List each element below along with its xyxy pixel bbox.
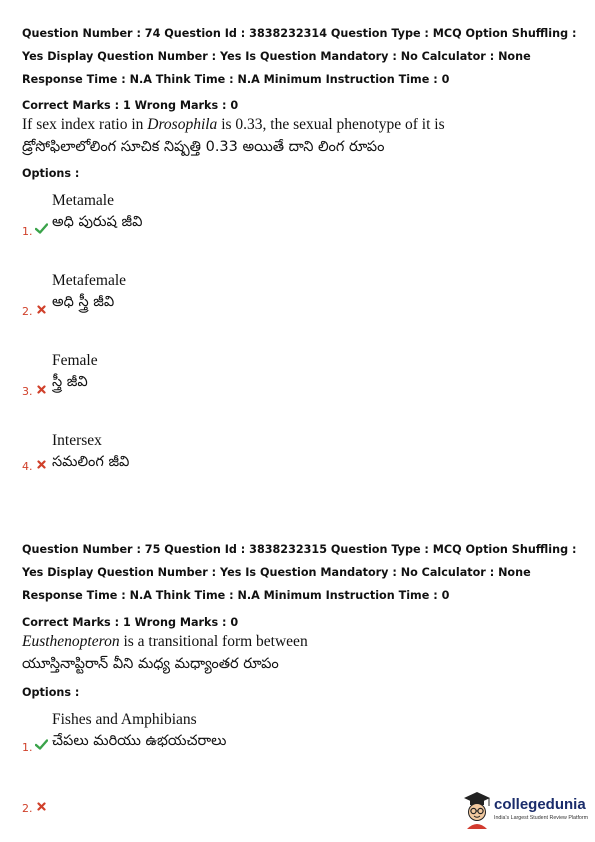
q74-marks: Correct Marks : 1 Wrong Marks : 0: [22, 99, 239, 112]
q75-options-label: Options :: [22, 686, 80, 699]
cross-icon: [37, 385, 46, 394]
q74-option-4-number: 4.: [22, 460, 33, 473]
q74-question-text: [22, 116, 445, 134]
q75-option-1-en: Fishes and Amphibians: [52, 711, 197, 728]
q74-option-4-te: సమలింగ జీవి: [52, 454, 130, 470]
q75-text-italic: Eusthenopteron: [22, 633, 120, 650]
cross-icon: [37, 305, 46, 314]
q74-option-2-number: 2.: [22, 305, 33, 318]
q74-option-2-en: Metafemale: [52, 272, 127, 289]
logo-tagline: India's Largest Student Review Platform: [494, 815, 589, 821]
q74-option-1-en: Metamale: [52, 192, 114, 209]
q74-option-2-te: అధి స్త్రీ జీవి: [52, 294, 115, 310]
q74-text-italic: Drosophila: [147, 116, 218, 133]
q74-meta: Question Number : 74 Question Id : 3838232314 Question Type : MCQ Option Shuffling : Yes Display Question Number : Yes Is Question Mandatory : No Calculator : None Response Time : N.A Think Time : N.A Minimum Instruction Time : 0: [22, 27, 577, 86]
q74-option-4-en: Intersex: [52, 432, 102, 449]
q74-options-label: Options :: [22, 167, 80, 180]
q75-marks: Correct Marks : 1 Wrong Marks : 0: [22, 616, 239, 629]
check-icon: [35, 739, 48, 750]
q74-option-3-te: స్త్రీ జీవి: [52, 374, 88, 390]
logo-name: collegedunia: [494, 796, 586, 813]
q74-option-1-number: 1.: [22, 225, 33, 238]
q74-text-before: If sex index ratio in: [22, 116, 148, 133]
q75-meta: Question Number : 75 Question Id : 3838232315 Question Type : MCQ Option Shuffling : Yes Display Question Number : Yes Is Question Mandatory : No Calculator : None Response Time : N.A Think Time : N.A Minimum Instruction Time : 0: [22, 543, 577, 602]
q75-text-after: is a transitional form between: [119, 633, 308, 650]
q75-option-1-number: 1.: [22, 741, 33, 754]
cross-icon: [37, 802, 46, 811]
q74-text-after: is 0.33, the sexual phenotype of it is: [217, 116, 445, 133]
check-icon: [35, 223, 48, 234]
q75-option-1-te: చేపలు మరియు ఉభయచరాలు: [52, 733, 227, 749]
q75-option-2-number: 2.: [22, 802, 33, 815]
cross-icon: [37, 460, 46, 469]
q74-option-3-en: Female: [52, 352, 98, 369]
q74-question-text-te: డ్రోసోఫిలాలోలింగ సూచిక నిష్పత్తి 0.33 అయితే దాని లింగ రూపం: [22, 139, 385, 155]
q75-question-text-te: యూస్తినాప్టిరాన్ వీని మధ్య మధ్యాంతర రూపం: [22, 656, 279, 672]
q74-option-3-number: 3.: [22, 385, 33, 398]
q75-question-text: [22, 633, 308, 651]
q74-option-1-te: అధి పురుష జీవి: [52, 214, 143, 230]
